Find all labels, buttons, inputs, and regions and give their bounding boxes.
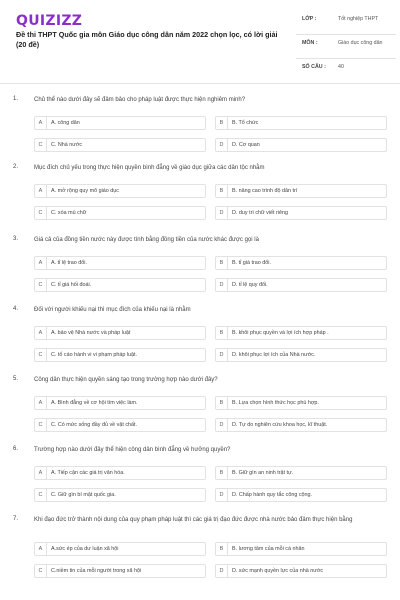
question-text: Đối với người khiếu nại thì mục đích của khiếu nại là nhằm — [34, 307, 191, 313]
option-letter: C — [35, 139, 47, 151]
option-text: C. xóa mù chữ — [51, 210, 87, 216]
option-a[interactable] — [34, 256, 206, 270]
option-d[interactable] — [215, 278, 387, 292]
option-text: A. công dân — [51, 120, 80, 126]
question-number: 3. — [13, 236, 19, 242]
option-text: B. tỉ giá trao đổi. — [232, 260, 271, 266]
option-letter: A — [35, 327, 47, 339]
option-c[interactable] — [34, 348, 206, 362]
question-number: 6. — [13, 446, 19, 452]
option-letter: A — [35, 257, 47, 269]
quizizz-logo: QUIZIZZ — [16, 13, 83, 29]
option-b[interactable] — [215, 396, 387, 410]
option-text: B. Lựa chọn hình thức học phù hợp. — [232, 400, 319, 406]
option-letter: C — [35, 279, 47, 291]
meta-row-grade — [296, 12, 396, 36]
option-text: C. Giữ gìn bí mật quốc gia. — [51, 492, 116, 498]
option-letter: B — [216, 117, 228, 129]
option-d[interactable] — [215, 348, 387, 362]
option-a[interactable] — [34, 326, 206, 340]
option-a[interactable] — [34, 184, 206, 198]
option-c[interactable] — [34, 138, 206, 152]
option-text: B. khôi phục quyền và lợi ích hợp pháp . — [232, 330, 329, 336]
option-a[interactable] — [34, 396, 206, 410]
option-letter: B — [216, 543, 228, 555]
meta-value: 40 — [338, 64, 344, 70]
option-letter: C — [35, 207, 47, 219]
worksheet-meta — [296, 12, 396, 78]
option-letter: D — [216, 565, 228, 577]
option-text: D. tỉ lệ quy đổi. — [232, 282, 268, 288]
option-text: D. duy trì chữ viết riêng — [232, 210, 289, 216]
option-b[interactable] — [215, 184, 387, 198]
option-a[interactable] — [34, 466, 206, 480]
option-letter: B — [216, 467, 228, 479]
option-letter: C — [35, 349, 47, 361]
option-letter: A — [35, 543, 47, 555]
meta-row-subject — [296, 36, 396, 60]
option-text: D. sức mạnh quyền lực của nhà nước — [232, 568, 324, 574]
question-text: Giá cả của đồng tiền nước này được tính bằng đồng tiền của nước khác được gọi là — [34, 237, 259, 243]
option-b[interactable] — [215, 256, 387, 270]
question-number: 7. — [13, 516, 19, 522]
option-d[interactable] — [215, 418, 387, 432]
question-text: Mục đích chủ yếu trong thực hiện quyền bình đẳng về giáo dục giữa các dân tộc nhằm — [34, 165, 265, 171]
option-text: A.sức ép của dư luận xã hội — [51, 546, 119, 552]
option-text: C. Nhà nước — [51, 142, 83, 148]
option-text: B. nâng cao trình độ dân trí — [232, 188, 298, 194]
question-text: Công dân thực hiện quyền sáng tạo trong trường hợp nào dưới đây? — [34, 377, 218, 383]
option-letter: D — [216, 349, 228, 361]
option-letter: D — [216, 207, 228, 219]
option-letter: A — [35, 397, 47, 409]
option-letter: D — [216, 139, 228, 151]
option-text: C. tố cáo hành vi vi phạm pháp luật. — [51, 352, 138, 358]
option-letter: B — [216, 185, 228, 197]
meta-divider — [296, 58, 396, 59]
meta-divider — [296, 34, 396, 35]
question-text: Trường hợp nào dưới đây thể hiện công dân bình đẳng về hưởng quyền? — [34, 447, 231, 453]
option-c[interactable] — [34, 278, 206, 292]
option-text: A. bảo vệ Nhà nước và pháp luật — [51, 330, 131, 336]
document-title: Đề thi THPT Quốc gia môn Giáo dục công dân năm 2022 chọn lọc, có lời giải (20 đề) — [16, 30, 278, 49]
option-letter: A — [35, 467, 47, 479]
option-letter: C — [35, 419, 47, 431]
option-letter: D — [216, 489, 228, 501]
option-c[interactable] — [34, 564, 206, 578]
question-number: 4. — [13, 306, 19, 312]
option-d[interactable] — [215, 488, 387, 502]
meta-key: MÔN : — [302, 40, 318, 46]
option-letter: B — [216, 257, 228, 269]
option-letter: C — [35, 489, 47, 501]
option-text: D. Tự do nghiên cứu khoa học, kĩ thuật. — [232, 422, 328, 428]
option-text: C.niềm tin của mỗi người trong xã hội — [51, 568, 142, 574]
option-text: C. Có mức sống đầy đủ về vật chất. — [51, 422, 138, 428]
option-letter: A — [35, 185, 47, 197]
meta-value: Giáo dục công dân — [338, 40, 383, 46]
option-text: A. tỉ lệ trao đổi. — [51, 260, 87, 266]
option-text: B. Giữ gìn an ninh trật tự. — [232, 470, 294, 476]
question-number: 5. — [13, 376, 19, 382]
option-b[interactable] — [215, 466, 387, 480]
option-letter: D — [216, 419, 228, 431]
meta-key: LỚP : — [302, 16, 317, 22]
option-text: D. khôi phục lợi ích của Nhà nước. — [232, 352, 316, 358]
option-text: D. Chấp hành quy tắc công cộng. — [232, 492, 313, 498]
option-text: A. Bình đẳng về cơ hội tìm việc làm. — [51, 400, 138, 406]
option-d[interactable] — [215, 138, 387, 152]
option-b[interactable] — [215, 542, 387, 556]
option-letter: B — [216, 327, 228, 339]
option-b[interactable] — [215, 326, 387, 340]
option-c[interactable] — [34, 418, 206, 432]
option-letter: C — [35, 565, 47, 577]
option-c[interactable] — [34, 206, 206, 220]
option-text: B. Tổ chức — [232, 120, 259, 126]
option-text: D. Cơ quan — [232, 142, 260, 148]
worksheet-header — [0, 0, 400, 84]
question-text: Khi đạo đức trở thành nội dung của quy phạm pháp luật thì các giá trị đạo đức được nhà nước bảo đảm thực hiện bằng — [34, 517, 353, 523]
question-number: 1. — [13, 96, 19, 102]
option-a[interactable] — [34, 542, 206, 556]
option-d[interactable] — [215, 206, 387, 220]
option-a[interactable] — [34, 116, 206, 130]
option-text: C. tỉ giá hối đoái. — [51, 282, 92, 288]
option-text: A. Tiếp cận các giá trị văn hóa. — [51, 470, 125, 476]
meta-row-count — [296, 60, 396, 78]
question-text: Chủ thể nào dưới đây sẽ đảm bảo cho pháp luật được thực hiện nghiêm minh? — [34, 97, 246, 103]
option-c[interactable] — [34, 488, 206, 502]
option-letter: D — [216, 279, 228, 291]
meta-value: Tốt nghiệp THPT — [338, 16, 379, 22]
option-text: A. mở rộng quy mô giáo dục — [51, 188, 119, 194]
option-letter: B — [216, 397, 228, 409]
option-letter: A — [35, 117, 47, 129]
option-d[interactable] — [215, 564, 387, 578]
option-text: B. lương tâm của mỗi cá nhân — [232, 546, 305, 552]
option-b[interactable] — [215, 116, 387, 130]
meta-key: SỐ CÂU : — [302, 64, 326, 70]
question-number: 2. — [13, 164, 19, 170]
